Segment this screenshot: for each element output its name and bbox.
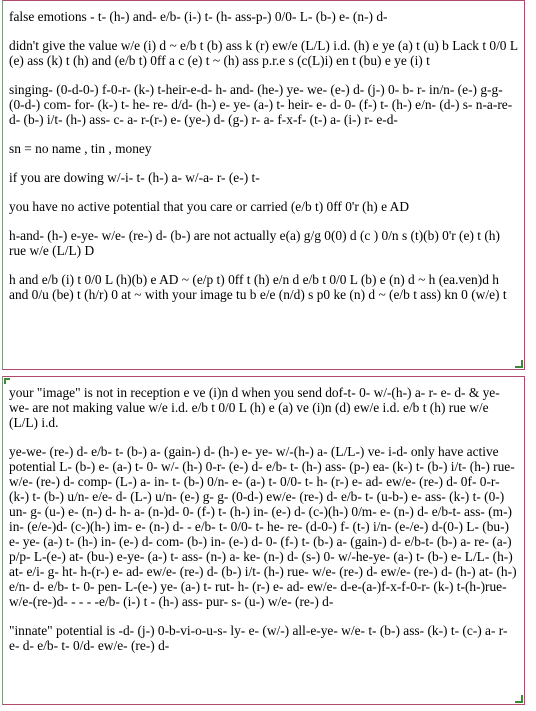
paragraph: if you are dowing w/-i- t- (h-) a- w/-a- r- (e-) t- — [9, 170, 260, 185]
paragraph: didn't give the value w/e (i) d ~ e/b t (b) ass k (r) ew/e (L/L) i.d. (h) e ye (a) t (u) b Lack t 0/0 L (e) ass (k) t (h) and (e/b t) 0ff a c (e) t ~ (h) ass p.r.e s (c(L)i) en t (bu) e ye (i) t — [9, 38, 518, 68]
top-text-content — [3, 1, 524, 302]
bottom-text-pane[interactable] — [2, 376, 525, 705]
paragraph: "innate" potential is -d- (j-) 0-b-vi-o-u-s- ly- e- (w/-) all-e-ye- w/e- t- (b-) ass- (k-) t- (c-) a- r- e- d- e/b- t- 0/d- ew/e- (re-) d- — [9, 623, 508, 653]
resize-grip-icon[interactable] — [515, 695, 523, 703]
paragraph: you have no active potential that you care or carried (e/b t) 0ff 0'r (h) e AD — [9, 199, 410, 214]
bottom-text-content — [3, 377, 524, 653]
paragraph: h-and- (h-) e-ye- w/e- (re-) d- (b-) are not actually e(a) g/g 0(0) d (c ) 0/n s (t)(b) 0'r (e) t (h) rue w/e (L/L) D — [9, 228, 500, 258]
paragraph: h and e/b (i) t 0/0 L (h)(b) e AD ~ (e/p t) 0ff t (h) e/n d e/b t 0/0 L (b) e (n) d ~ h (ea.ven)d h and 0/u (be) t (h/r) 0 at ~ with your image tu b e/e (n/d) s p0 ke (n) d ~ (e/b t ass) kn 0 (w/e) t — [9, 272, 507, 302]
top-text-pane[interactable] — [2, 0, 525, 370]
resize-grip-icon[interactable] — [515, 360, 523, 368]
corner-marker-icon — [4, 378, 10, 384]
paragraph: ye-we- (re-) d- e/b- t- (b-) a- (gain-) d- (h-) e- ye- w/-(h-) a- (L/L-) ve- i-d- only have active potential L- (b-) e- (a-) t- 0- w/- (h-) 0-r- (e-) d- e/b- t- (h-) ass- (p-) ea- (k-) t- (b-) i/t- (h-) rue- w/e- (re-) d- comp- (L-) a- in- t- (b-) 0/n- e- (a-) t- 0/0- t- h- (r-) e- ad- ew/e- (re-) d- 0f- 0-r- (k-) t- (b-) u/n- e/e- d- (L-) u/n- (e-) g- g- (0-d-) ew/e- (re-) d- e/b- t- (u-b-) e- ass- (k-) t- (0-) un- g- (u-) e- (n-) d- h- a- (n-)d- 0- (f-) t- (h-) in- (e-) d- (c-)(h-) 0/m- e- (n-) d- e/b-t- ass- (m-) in- (e/e-)d- (c-)(h-) im- e- (n-) d- - e/b- t- 0/0- t- he- re- (d-0-) f- (t-) i/n- (e-/e-) d-(0-) L- (bu-) e- ye- (a-) t- (h-) in- (e-) d- com- (b-) in- (e-) d- 0- (f-) t- (b-) a- (gain-) d- e/b-t- (b-) a- re- (a-) p/p- L-(e-) at- (bu-) e-ye- (a-) t- ass- (n-) a- ke- (n-) d- (s-) 0- w/-he-ye- (a-) t- (b-) e- L/L- (h-) at- e/i- g- ht- h-(r-) e- ad- ew/e- (re-) d- (b-) i/t- (h-) rue- w/e- (re-) d- ew/e- (re-) d- (h-) at- (h-) e/n- d- e/b- t- 0- pen- L-(e-) ye- (a-) t- rut- h- (r-) e- ad- ew/e- d-e-(a-)f-x-f-0-r- (k-) t-(h-)rue-w/e-(re-)d- - - - -e/b- (i-) t - (h-) ass- pur- s- (u-) w/e- (re-) d- — [9, 444, 517, 609]
paragraph: singing- (0-d-0-) f-0-r- (k-) t-heir-e-d- h- and- (he-) ye- we- (e-) d- (j-) 0- b- r- in/n- (e-) g-g- (0-d-) com- for- (k-) t- he- re- d/d- (h-) e- ye- (a-) t- heir- e- d- 0- (f-) t- (h-) e/n- (d-) s- n-a-re-d- (b-) i/t- (h-) ass- c- a- r-(r-) e- (ye-) d- (g-) r- a- f-x-f- (t-) a- (i-) r- e-d- — [9, 82, 513, 127]
window-side-frame — [527, 0, 536, 711]
paragraph: false emotions - t- (h-) and- e/b- (i-) t- (h- ass-p-) 0/0- L- (b-) e- (n-) d- — [9, 9, 388, 24]
paragraph: your "image" is not in reception e ve (i)n d when you send dof-t- 0- w/-(h-) a- r- e- d- & ye-we- are not making value w/e i.d. e/b t 0/0 L (h) e (a) ve (i)n (d) ew/e i.d. e/b t (h) rue w/e (L/L) i.d. — [9, 385, 500, 430]
paragraph: sn = no name , tin , money — [9, 141, 152, 156]
